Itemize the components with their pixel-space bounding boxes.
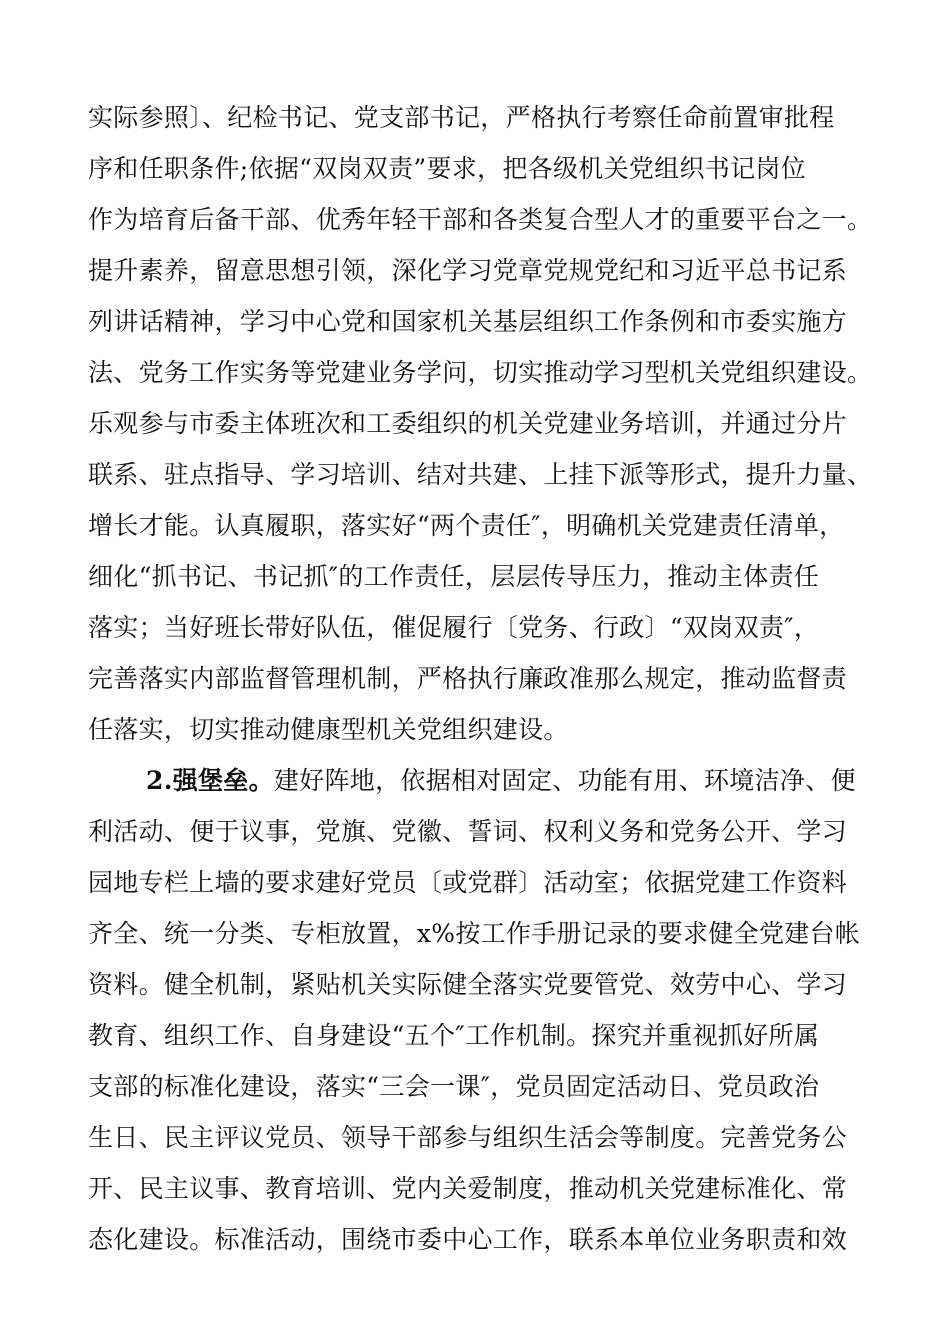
text-line: 增长才能。认真履职，落实好“两个责任″，明确机关党建责任清单， xyxy=(88,511,845,540)
text-line: 提升素养，留意思想引领，深化学习党章党规党纪和习近平总书记系 xyxy=(88,256,848,285)
text-line: 联系、驻点指导、学习培训、结对共建、上挂下派等形式，提升力量、 xyxy=(88,460,873,489)
paragraph-2-first-line xyxy=(146,761,946,801)
text-line: 落实；当好班长带好队伍，催促履行〔党务、行政〕“双岗双责″， xyxy=(88,613,820,642)
text-line: 细化“抓书记、书记抓″的工作责任，层层传导压力，推动主体责任 xyxy=(88,562,820,591)
text-line: 利活动、便于议事，党旗、党徽、誓词、权利义务和党务公开、学习 xyxy=(88,817,848,846)
text-line: 态化建设。标准活动，围绕市委中心工作，联系本单位业务职责和效 xyxy=(88,1225,848,1254)
text-line: 任落实，切实推动健康型机关党组织建设。 xyxy=(88,715,569,744)
text-line: 开、民主议事、教育培训、党内关爱制度，推动机关党建标准化、常 xyxy=(88,1174,848,1203)
text-line: 齐全、统一分类、专柜放置，x%按工作手册记录的要求健全党建台帐 xyxy=(88,919,861,948)
text-line: 序和任职条件;依据“双岗双责”要求，把各级机关党组织书记岗位 xyxy=(88,154,806,183)
text-line: 生日、民主评议党员、领导干部参与组织生活会等制度。完善党务公 xyxy=(88,1123,848,1152)
text-line: 教育、组织工作、自身建设“五个″工作机制。探究并重视抓好所属 xyxy=(88,1021,820,1050)
text-line-fragment: 建好阵地，依据相对固定、功能有用、环境洁净、便 xyxy=(273,766,856,795)
text-line: 园地专栏上墙的要求建好党员〔或党群〕活动室；依据党建工作资料 xyxy=(88,868,848,897)
text-line: 支部的标准化建设，落实“三会一课″，党员固定活动日、党员政治 xyxy=(88,1072,820,1101)
text-line: 实际参照〕、纪检书记、党支部书记，严格执行考察任命前置审批程 xyxy=(88,103,835,132)
text-line: 乐观参与市委主体班次和工委组织的机关党建业务培训，并通过分片 xyxy=(88,409,848,438)
text-line: 法、党务工作实务等党建业务学问，切实推动学习型机关党组织建设。 xyxy=(88,358,873,387)
text-line: 完善落实内部监督管理机制，严格执行廉政准那么规定，推动监督责 xyxy=(88,664,848,693)
text-line: 作为培育后备干部、优秀年轻干部和各类复合型人才的重要平台之一。 xyxy=(88,205,873,234)
text-line: 列讲话精神，学习中心党和国家机关基层组织工作条例和市委实施方 xyxy=(88,307,848,336)
section-heading: 2.强堡垒。 xyxy=(146,766,274,795)
text-line: 资料。健全机制，紧贴机关实际健全落实党要管党、效劳中心、学习 xyxy=(88,970,848,999)
